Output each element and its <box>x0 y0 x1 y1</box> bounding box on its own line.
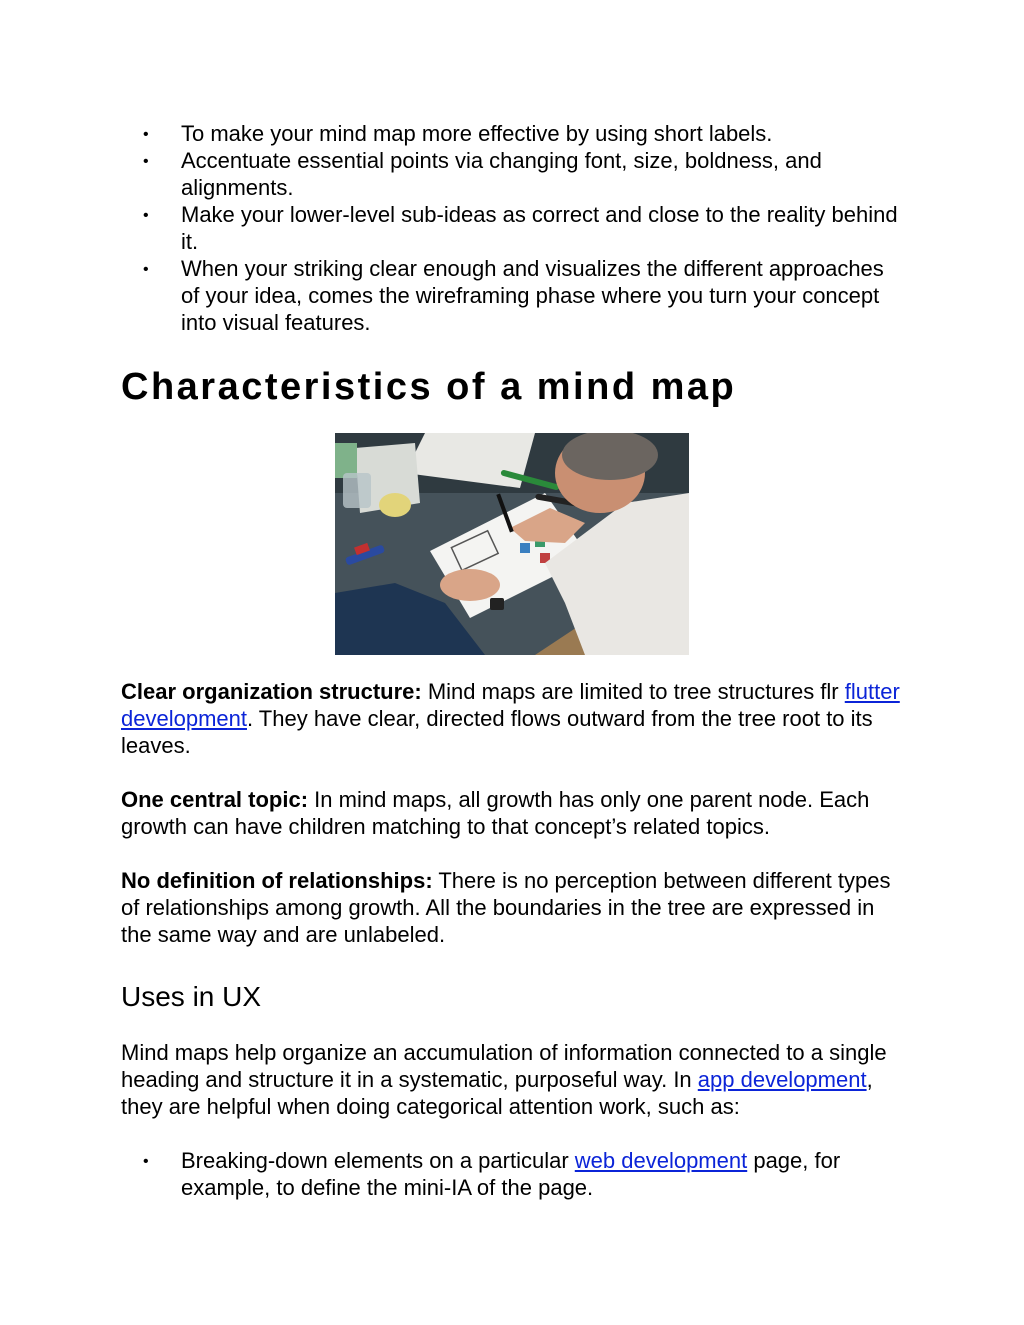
bullet-icon: • <box>143 126 149 143</box>
uses-heading: Uses in UX <box>121 981 262 1012</box>
list-item <box>121 120 901 147</box>
characteristic-label: No definition of relationships: <box>121 868 433 893</box>
flutter-development-link[interactable]: flutter development <box>121 679 900 731</box>
list-item <box>121 201 901 255</box>
bullet-icon: • <box>143 1153 149 1170</box>
paragraph-text: In mind maps, all growth has only one parent node. Each growth can have children matching to that concept’s related topics. <box>121 787 870 839</box>
intro-bullet-list <box>121 120 901 336</box>
web-development-link[interactable]: web development <box>574 1148 748 1173</box>
characteristic-label: Clear organization structure: <box>121 679 422 704</box>
characteristic-label: One central topic: <box>121 787 309 812</box>
characteristic-paragraph <box>121 678 901 759</box>
bullet-icon: • <box>143 207 149 224</box>
paragraph-text: There is no perception between different types of relationships among growth. All the boundaries in the tree are expressed in the same way and are unlabeled. <box>121 868 891 947</box>
mind-map-photo <box>335 433 689 655</box>
paragraph-text: . They have clear, directed flows outward from the tree root to its leaves. <box>121 706 873 758</box>
bullet-text: Make your lower-level sub-ideas as correct and close to the reality behind it. <box>181 202 898 254</box>
uses-bullet-list <box>121 1147 901 1201</box>
characteristic-paragraph <box>121 786 901 840</box>
characteristic-paragraph <box>121 867 901 948</box>
document-page <box>121 120 901 1201</box>
paragraph-text: Mind maps are limited to tree structures flr <box>421 679 845 704</box>
list-item <box>121 147 901 201</box>
bullet-icon: • <box>143 153 149 170</box>
uses-paragraph <box>121 1039 901 1120</box>
bullet-text: Accentuate essential points via changing font, size, boldness, and alignments. <box>181 148 822 200</box>
bullet-icon: • <box>143 261 149 278</box>
paragraph-text: , they are helpful when doing categorical attention work, such as: <box>121 1067 873 1119</box>
bullet-text: page, for example, to define the mini-IA of the page. <box>181 1148 841 1200</box>
paragraph-text: Mind maps help organize an accumulation of information connected to a single heading and structure it in a systematic, purposeful way. In <box>121 1040 887 1092</box>
app-development-link[interactable]: app development <box>697 1067 867 1092</box>
bullet-text: When your striking clear enough and visualizes the different approaches of your idea, comes the wireframing phase where you turn your concept into visual features. <box>181 256 884 335</box>
bullet-text: Breaking-down elements on a particular <box>181 1148 575 1173</box>
section-title: Characteristics of a mind map <box>121 366 737 408</box>
list-item <box>121 1147 901 1201</box>
bullet-text: To make your mind map more effective by using short labels. <box>181 121 773 146</box>
list-item <box>121 255 901 336</box>
